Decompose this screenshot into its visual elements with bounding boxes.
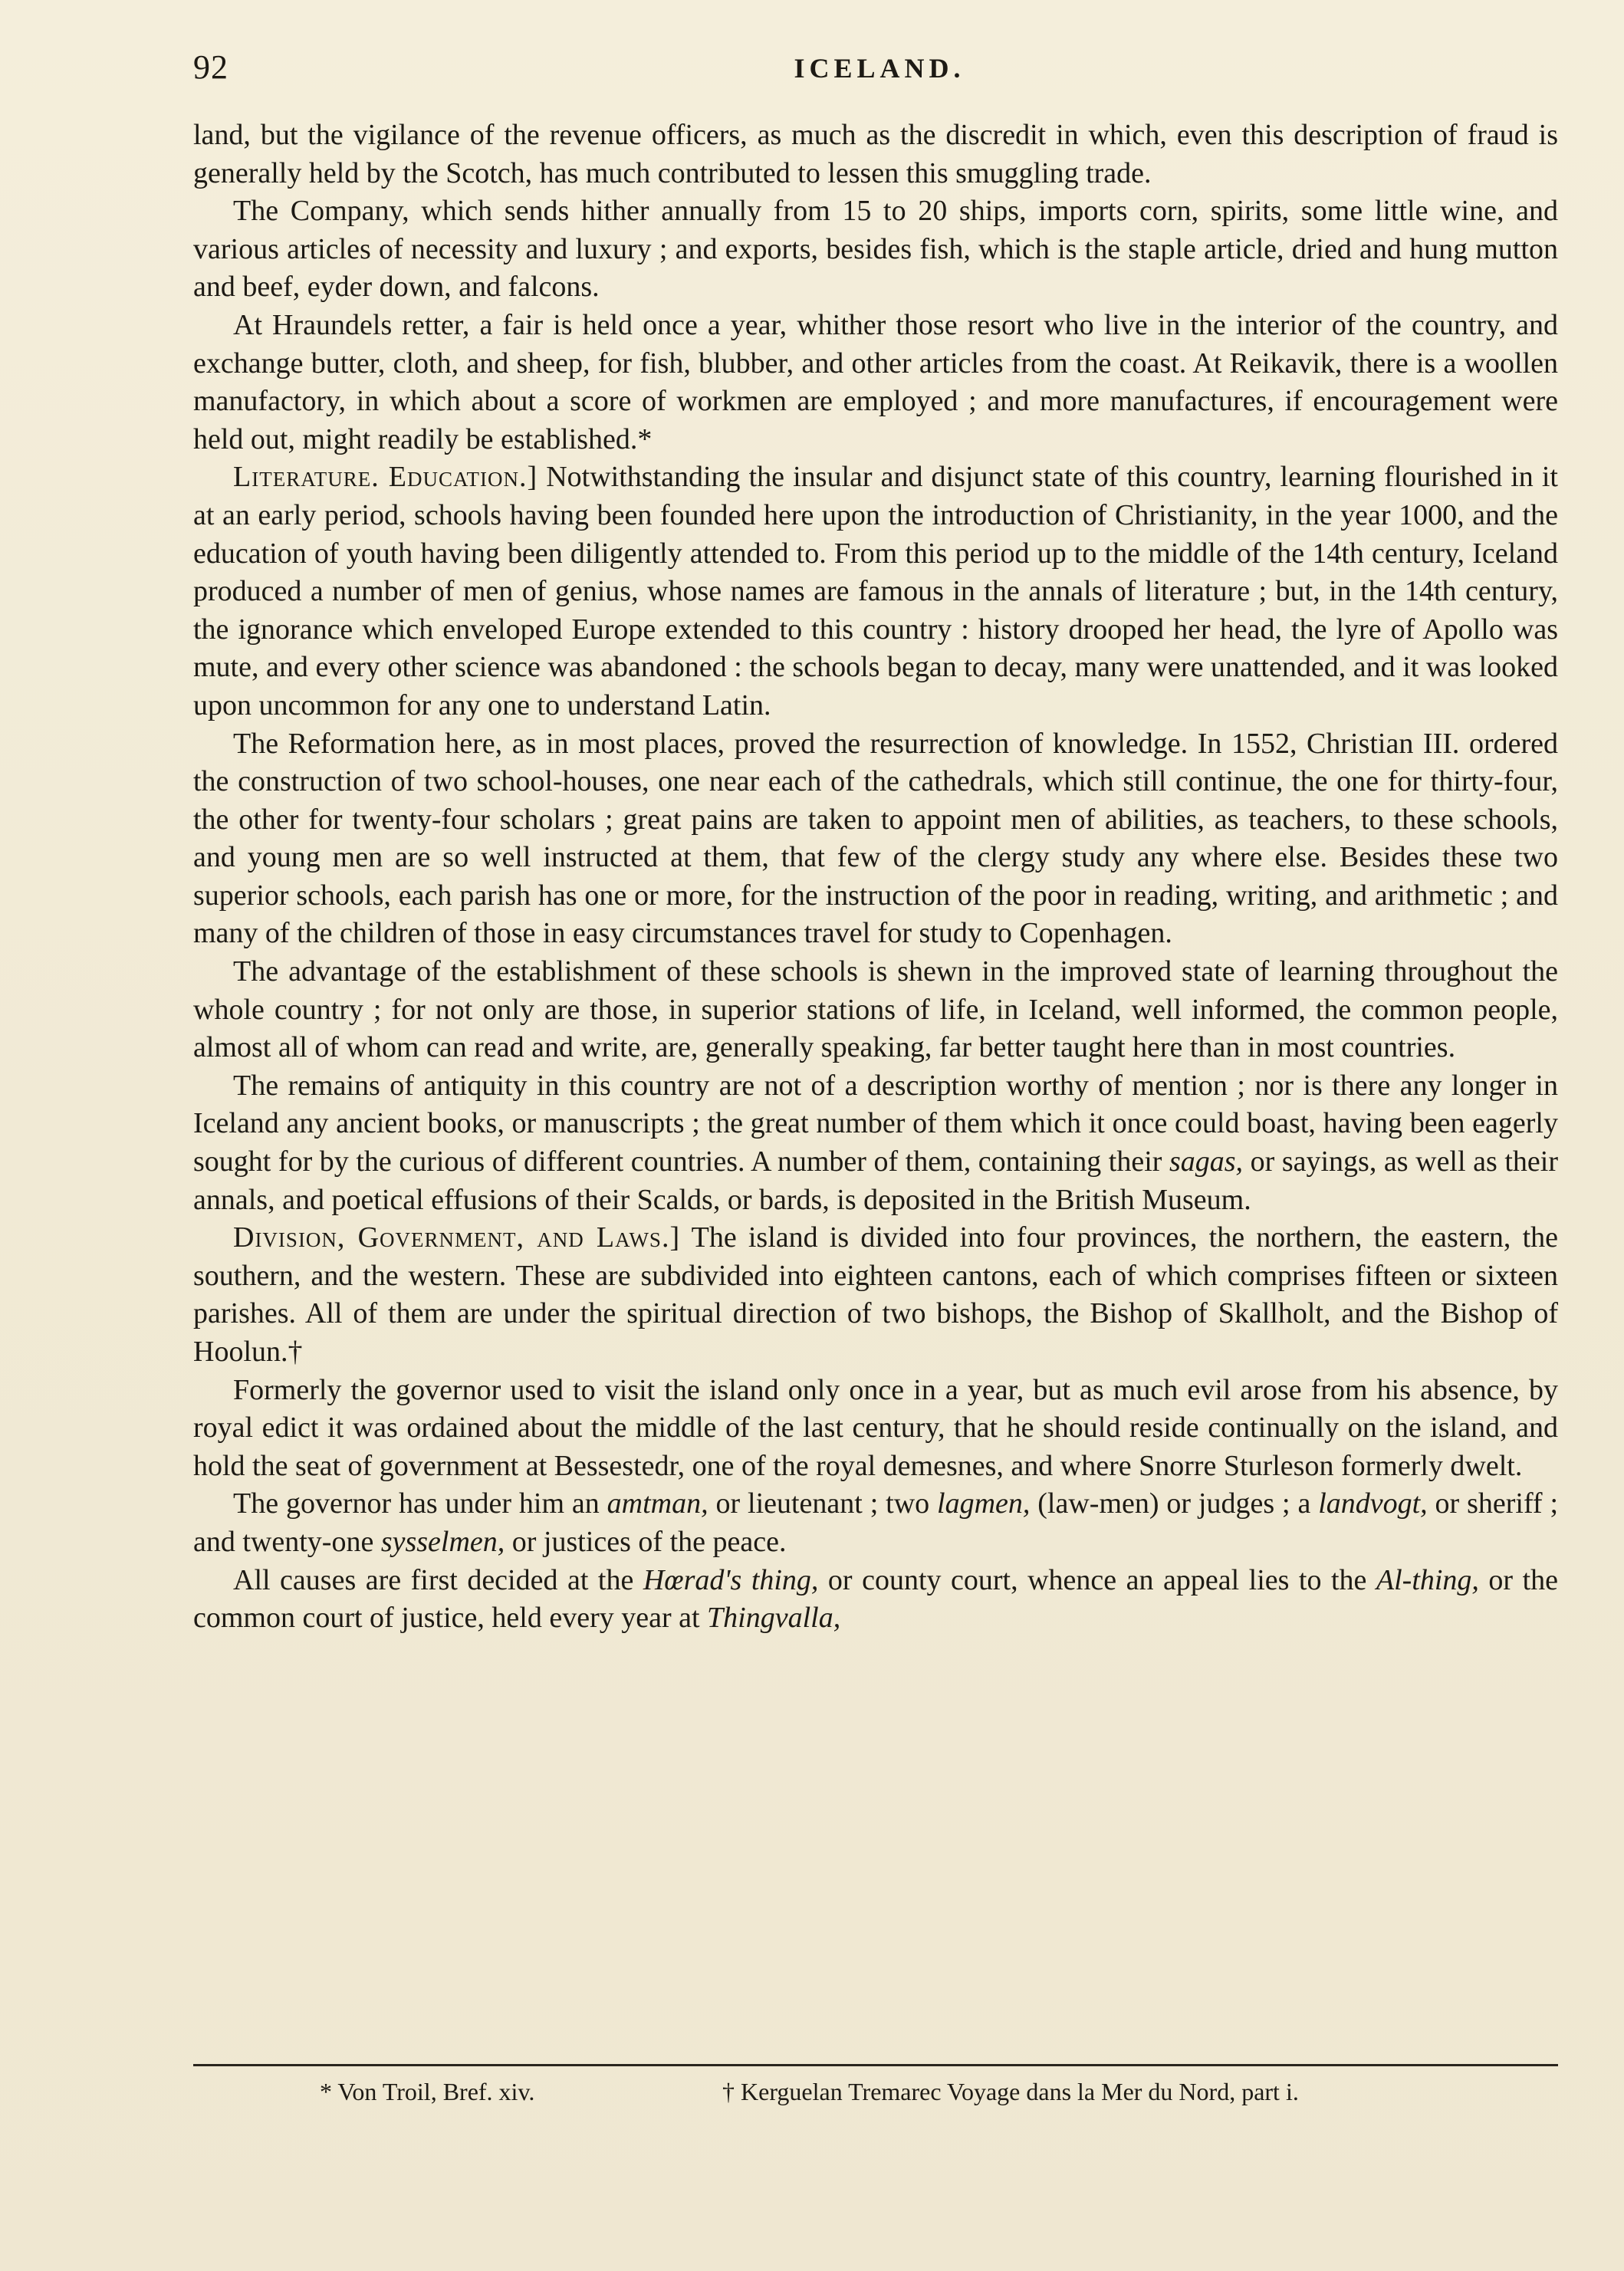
paragraph-reformation: The Reformation here, as in most places, proved the resurrection of knowledge. In 1552, Christian III. ordered the construction of two school-houses, one near each of the cathedrals, which still continue, the one for thirty-four, the other for twenty-four scholars ; great pains are taken to appoint men of abilities, as teachers, to these schools, and young men are so well instructed at them, that few of the clergy study any where else. Besides these two superior schools, each parish has one or more, for the instruction of the poor in reading, writing, and arithmetic ; and many of the children of those in easy circumstances travel for study to Copenhagen. bbox=[193, 727, 1558, 950]
running-title: ICELAND. bbox=[794, 53, 965, 84]
paragraph-schools-advantage: The advantage of the establishment of these schools is shewn in the improved state of learning throughout the whole country ; for not only are those, in superior stations of life, in Iceland, well informed, the common people, almost all of whom can read and write, are, generally speaking, far better taught here than in most countries. bbox=[193, 955, 1558, 1064]
footnote-divider bbox=[193, 2064, 1558, 2066]
paragraph-courts: All causes are first decided at the Hœrad's thing, or county court, whence an appeal lies to the Al-thing, or the common court of justice, held every year at Thingvalla, bbox=[193, 1563, 1559, 1635]
paragraph-division: Division, Government, and Laws.] The island is divided into four provinces, the northern, the eastern, the southern, and the western. These are subdivided into eighteen cantons, each of which comprises fifteen or sixteen parishes. All of them are under the spiritual direction of two bishops, the Bishop of Skallholt, and the Bishop of Hoolun.† bbox=[193, 1221, 1559, 1368]
footnote-2: † Kerguelan Tremarec Voyage dans la Mer du Nord, part i. bbox=[722, 2078, 1299, 2105]
footnotes bbox=[193, 2078, 1558, 2116]
paragraph-antiquity: The remains of antiquity in this country are not of a description worthy of mention ; nor is there any longer in Iceland any ancient books, or manuscripts ; the great number of them which it once could boast, having been eagerly sought for by the curious of different countries. A number of them, containing their sagas, or sayings, as well as their annals, and poetical effusions of their Scalds, or bards, is deposited in the British Museum. bbox=[193, 1069, 1558, 1216]
paragraph-literature: Literature. Education.] Notwithstanding the insular and disjunct state of this country, learning flourished in it at an early period, schools having been founded here upon the introduction of Christianity, in the year 1000, and the education of youth having been diligently attended to. From this period up to the middle of the 14th century, Iceland produced a number of men of genius, whose names are famous in the annals of literature ; but, in the 14th century, the ignorance which enveloped Europe extended to this country : history drooped her head, the lyre of Apollo was mute, and every other science was abandoned : the schools began to decay, many were unattended, and it was looked upon uncommon for any one to understand Latin. bbox=[193, 461, 1558, 721]
paragraph-smuggling: land, but the vigilance of the revenue officers, as much as the discredit in which, even this description of fraud is generally held by the Scotch, has much contributed to lessen this smuggling trade. bbox=[193, 119, 1558, 189]
page-number: 92 bbox=[193, 48, 228, 86]
footnote-1: * Von Troil, Bref. xiv. bbox=[320, 2078, 535, 2105]
main-text bbox=[193, 117, 1558, 1638]
paragraph-company-trade: The Company, which sends hither annually from 15 to 20 ships, imports corn, spirits, some little wine, and various articles of necessity and luxury ; and exports, besides fish, which is the staple article, dried and hung mutton and beef, eyder down, and falcons. bbox=[193, 195, 1558, 304]
paragraph-fair: At Hraundels retter, a fair is held once a year, whither those resort who live in the interior of the country, and exchange butter, cloth, and sheep, for fish, blubber, and other articles from the coast. At Reikavik, there is a woollen manufactory, in which about a score of workmen are employed ; and more manufactures, if encouragement were held out, might readily be established.* bbox=[193, 308, 1558, 455]
paragraph-officials: The governor has under him an amtman, or lieutenant ; two lagmen, (law-men) or judges ; a landvogt, or sheriff ; and twenty-one sysselmen, or justices of the peace. bbox=[193, 1487, 1559, 1558]
page-header bbox=[193, 48, 1566, 94]
section-heading-division: Division, Government, and Laws.] bbox=[233, 1221, 681, 1254]
section-heading-literature: Literature. Education.] bbox=[233, 461, 538, 494]
paragraph-governor: Formerly the governor used to visit the island only once in a year, but as much evil arose from his absence, by royal edict it was ordained about the middle of the last century, that he should reside continually on the island, and hold the seat of government at Bessestedr, one of the royal demesnes, and where Snorre Sturleson formerly dwelt. bbox=[193, 1373, 1558, 1482]
